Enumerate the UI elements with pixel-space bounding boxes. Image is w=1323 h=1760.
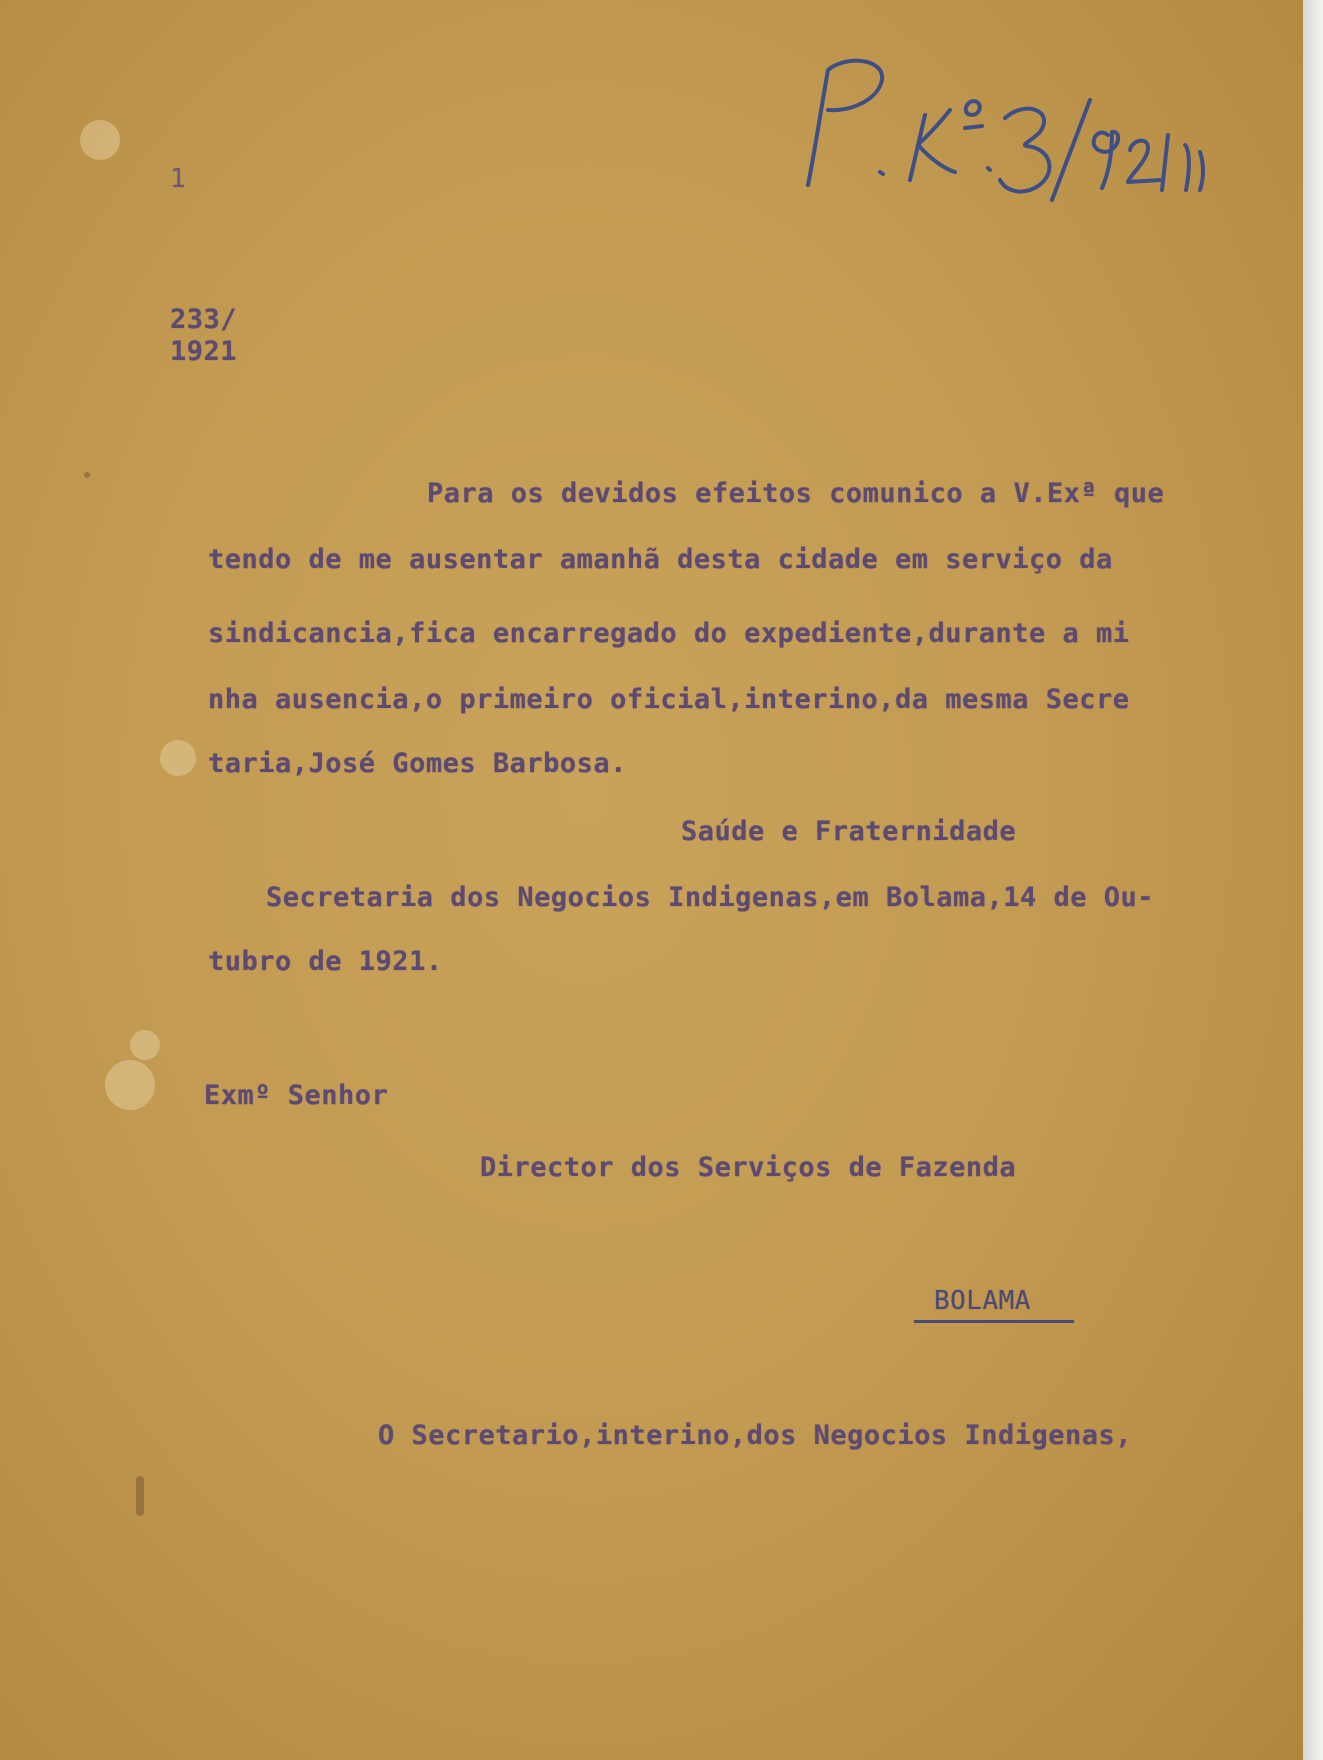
page-number: 1	[170, 164, 187, 194]
body-line: nha ausencia,o primeiro oficial,interino,da mesma Secre	[208, 684, 1130, 715]
salutation: Exmº Senhor	[204, 1080, 389, 1111]
paper-mark	[136, 1476, 144, 1516]
signature-line: O Secretario,interino,dos Negocios Indigenas,	[378, 1420, 1132, 1451]
place-date-line: Secretaria dos Negocios Indigenas,em Bolama,14 de Ou-	[266, 882, 1155, 913]
body-line: Para os devidos efeitos comunico a V.Exª que	[427, 478, 1165, 509]
paper-stain	[130, 1030, 160, 1060]
handwritten-annotation	[790, 40, 1250, 210]
city-underline	[914, 1320, 1074, 1323]
body-line: taria,José Gomes Barbosa.	[208, 748, 627, 779]
paper-stain	[160, 740, 196, 776]
paper-mark	[84, 472, 90, 478]
body-line: tendo de me ausentar amanhã desta cidade em serviço da	[208, 544, 1113, 575]
reference-number: 233/	[170, 304, 238, 335]
body-line: sindicancia,fica encarregado do expediente,durante a mi	[208, 618, 1130, 649]
place-date-line: tubro de 1921.	[208, 946, 443, 977]
greeting: Saúde e Fraternidade	[681, 816, 1017, 847]
city: BOLAMA	[934, 1286, 1031, 1316]
addressee: Director dos Serviços de Fazenda	[480, 1152, 1017, 1183]
reference-year: 1921	[170, 336, 238, 367]
paper-stain	[105, 1060, 155, 1110]
paper-stain	[80, 120, 120, 160]
scan-edge	[1303, 0, 1323, 1760]
